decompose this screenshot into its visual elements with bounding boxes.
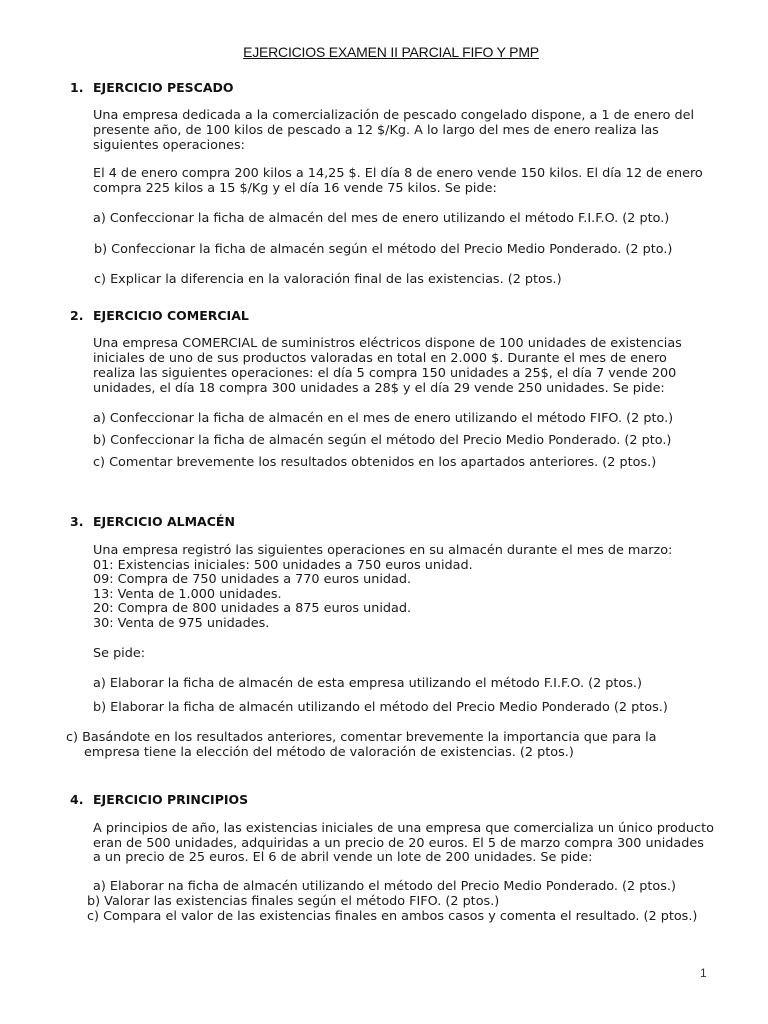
exercise-1-statement-line: Una empresa dedicada a la comercialización de pescado congelado dispone, a 1 de enero del: [93, 108, 695, 123]
exercise-3-operation-line: 09: Compra de 750 unidades a 770 euros unidad.: [93, 572, 412, 587]
exercise-4-question-b: b) Valorar las existencias finales según el método FIFO. (2 ptos.): [87, 894, 500, 909]
exercise-4-number: 4.: [70, 792, 84, 807]
exercise-3-number: 3.: [70, 514, 84, 529]
exercise-3-question-c: c) Basándote en los resultados anteriores, comentar brevemente la importancia que para la: [66, 730, 657, 745]
exercise-3-question-c-continued: empresa tiene la elección del método de valoración de existencias. (2 ptos.): [84, 745, 574, 760]
exercise-4-question-a: a) Elaborar na ficha de almacén utilizando el método del Precio Medio Ponderado. (2 ptos.): [93, 879, 676, 894]
exercise-1-title: EJERCICIO PESCADO: [93, 80, 234, 95]
exercise-2-title: EJERCICIO COMERCIAL: [93, 308, 249, 323]
exercise-3-operation-line: 20: Compra de 800 unidades a 875 euros unidad.: [93, 601, 412, 616]
exercise-1-question-b: b) Confeccionar la ficha de almacén según el método del Precio Medio Ponderado. (2 pto.): [94, 242, 673, 257]
exercise-1-operations-line: El 4 de enero compra 200 kilos a 14,25 $. El día 8 de enero vende 150 kilos. El día 12 de enero: [93, 166, 703, 181]
exercise-1-question-a: a) Confeccionar la ficha de almacén del mes de enero utilizando el método F.I.F.O. (2 pto.): [93, 211, 670, 226]
exercise-4-title: EJERCICIO PRINCIPIOS: [93, 792, 249, 807]
exercise-3-operation-line: 30: Venta de 975 unidades.: [93, 616, 270, 631]
exercise-3-question-b: b) Elaborar la ficha de almacén utilizando el método del Precio Medio Ponderado (2 ptos.): [93, 700, 668, 715]
document-title: EJERCICIOS EXAMEN II PARCIAL FIFO Y PMP: [243, 44, 539, 60]
exercise-2-statement-line: iniciales de uno de sus productos valoradas en total en 2.000 $. Durante el mes de enero: [93, 351, 667, 366]
exercise-4-statement-line: A principios de año, las existencias iniciales de una empresa que comercializa un único producto: [93, 821, 714, 836]
exercise-3-question-a: a) Elaborar la ficha de almacén de esta empresa utilizando el método F.I.F.O. (2 ptos.): [93, 676, 642, 691]
exercise-2-statement-line: unidades, el día 18 compra 300 unidades a 28$ y el día 29 vende 250 unidades. Se pide:: [93, 381, 665, 396]
exercise-3-title: EJERCICIO ALMACÉN: [93, 514, 235, 529]
exercise-2-number: 2.: [70, 308, 84, 323]
exercise-1-number: 1.: [70, 80, 84, 95]
exercise-2-question-b: b) Confeccionar la ficha de almacén según el método del Precio Medio Ponderado. (2 pto.): [93, 433, 672, 448]
exercise-3-operation-line: 01: Existencias iniciales: 500 unidades a 750 euros unidad.: [93, 558, 473, 573]
exercise-4-statement-line: eran de 500 unidades, adquiridas a un precio de 20 euros. El 5 de marzo compra 300 unidades: [93, 836, 704, 851]
exercise-1-statement-line: siguientes operaciones:: [93, 138, 245, 153]
exercise-2-statement-line: Una empresa COMERCIAL de suministros eléctricos dispone de 100 unidades de existencias: [93, 336, 682, 351]
exercise-1-operations-line: compra 225 kilos a 15 $/Kg y el día 16 vende 75 kilos. Se pide:: [93, 181, 497, 196]
exercise-3-operation-line: 13: Venta de 1.000 unidades.: [93, 587, 282, 602]
exercise-2-question-a: a) Confeccionar la ficha de almacén en el mes de enero utilizando el método FIFO. (2 pto.): [93, 411, 674, 426]
exercise-1-question-c: c) Explicar la diferencia en la valoración final de las existencias. (2 ptos.): [94, 272, 562, 287]
page-number: 1: [700, 966, 707, 980]
exercise-3-se-pide: Se pide:: [93, 646, 146, 661]
exercise-4-question-c: c) Compara el valor de las existencias finales en ambos casos y comenta el resultado. (2 ptos.): [87, 909, 698, 924]
exercise-3-heading: [70, 514, 235, 529]
exercise-2-heading: [70, 308, 249, 323]
exercise-2-question-c: c) Comentar brevemente los resultados obtenidos en los apartados anteriores. (2 ptos.): [93, 455, 657, 470]
exercise-4-statement-line: a un precio de 25 euros. El 6 de abril vende un lote de 200 unidades. Se pide:: [93, 850, 593, 865]
exercise-4-heading: [70, 792, 248, 807]
exercise-1-heading: [70, 80, 234, 95]
exercise-3-statement-line: Una empresa registró las siguientes operaciones en su almacén durante el mes de marzo:: [93, 543, 673, 558]
exercise-2-statement-line: realiza las siguientes operaciones: el día 5 compra 150 unidades a 25$, el día 7 vende 200: [93, 366, 677, 381]
exercise-1-statement-line: presente año, de 100 kilos de pescado a 12 $/Kg. A lo largo del mes de enero realiza las: [93, 123, 659, 138]
